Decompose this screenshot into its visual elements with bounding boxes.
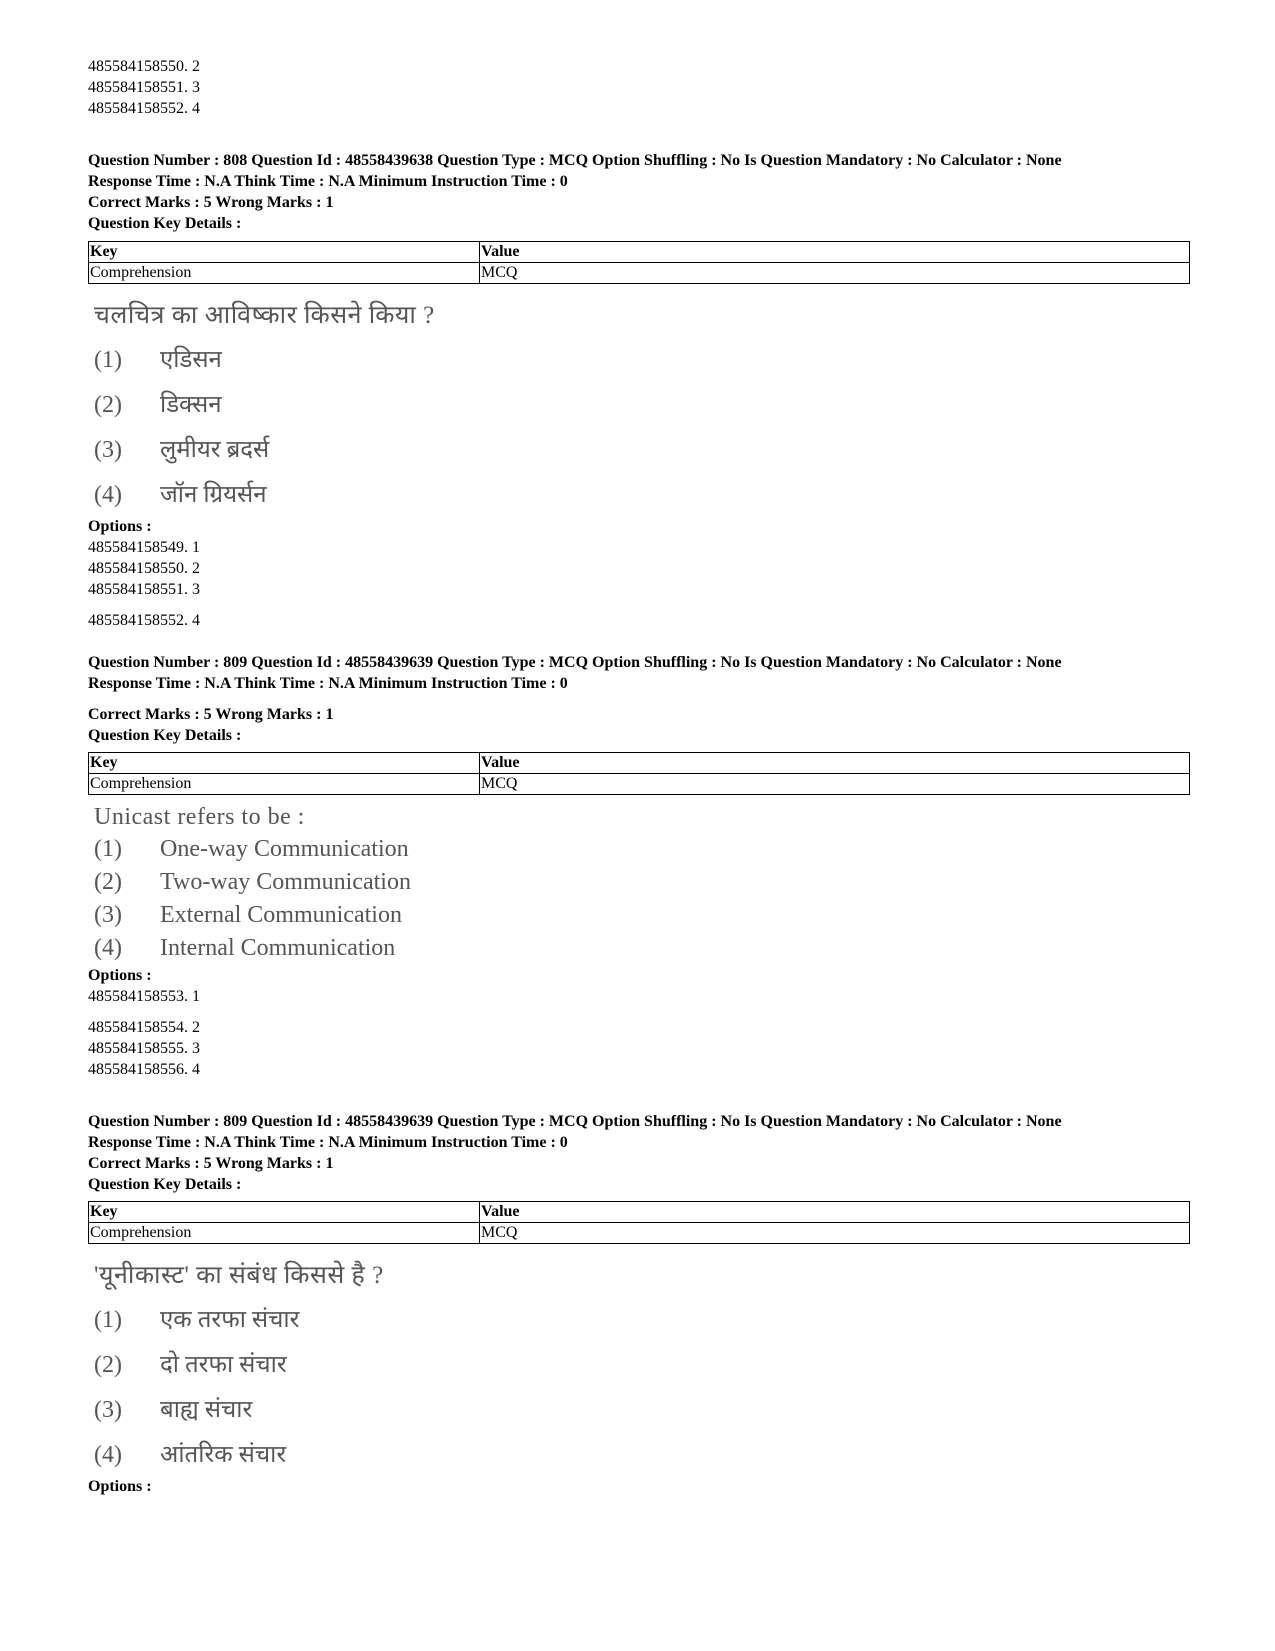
choice-item: [94, 899, 411, 932]
question-image: [94, 801, 411, 965]
key-cell: Comprehension: [89, 263, 480, 284]
choice-number: (2): [94, 1352, 122, 1378]
choice-number: (4): [94, 935, 122, 961]
options-label: Options :: [88, 1478, 152, 1495]
choice-number: (1): [94, 347, 122, 373]
choice-text: One-way Communication: [160, 836, 409, 862]
option-id-line: 485584158555. 3: [88, 1040, 200, 1057]
choice-number: (3): [94, 1397, 122, 1423]
table-row: [89, 242, 1190, 263]
choice-text: Two-way Communication: [160, 869, 411, 895]
choice-text: बाह्य संचार: [160, 1397, 253, 1423]
question-stem: 'यूनीकास्ट' का संबंध किससे है ?: [94, 1262, 384, 1289]
choice-number: (2): [94, 869, 122, 895]
question-marks: Correct Marks : 5 Wrong Marks : 1: [88, 194, 334, 211]
value-cell: MCQ: [480, 263, 1190, 284]
value-header: Value: [480, 1202, 1190, 1223]
choice-text: दो तरफा संचार: [160, 1352, 287, 1378]
question-header: Question Number : 809 Question Id : 48558439639 Question Type : MCQ Option Shuffling : No Is Question Mandatory : No Calculator : None: [88, 654, 1062, 671]
question-key-details-label: Question Key Details :: [88, 727, 242, 744]
option-id-line: 485584158551. 3: [88, 79, 200, 96]
table-row: [89, 753, 1190, 774]
choice-item: [94, 338, 435, 383]
key-cell: Comprehension: [89, 774, 480, 795]
choice-text: डिक्सन: [160, 392, 222, 418]
option-id-line: 485584158550. 2: [88, 560, 200, 577]
option-id-line: 485584158552. 4: [88, 612, 200, 629]
choice-number: (2): [94, 392, 122, 418]
choice-text: लुमीयर ब्रदर्स: [160, 437, 270, 463]
choice-item: [94, 383, 435, 428]
key-header: Key: [89, 753, 480, 774]
question-key-table: [88, 1201, 1190, 1244]
choice-item: [94, 428, 435, 473]
choice-item: [94, 1343, 384, 1388]
choice-number: (4): [94, 1442, 122, 1468]
table-row: [89, 263, 1190, 284]
choice-text: External Communication: [160, 902, 402, 928]
option-id-line: 485584158552. 4: [88, 100, 200, 117]
choice-item: [94, 1388, 384, 1433]
choice-item: [94, 866, 411, 899]
table-row: [89, 1202, 1190, 1223]
option-id-line: 485584158556. 4: [88, 1061, 200, 1078]
choice-number: (4): [94, 482, 122, 508]
question-key-table: [88, 241, 1190, 284]
key-header: Key: [89, 242, 480, 263]
table-row: [89, 774, 1190, 795]
value-cell: MCQ: [480, 1223, 1190, 1244]
value-header: Value: [480, 753, 1190, 774]
choice-text: एक तरफा संचार: [160, 1307, 300, 1333]
question-response-time: Response Time : N.A Think Time : N.A Minimum Instruction Time : 0: [88, 675, 568, 692]
question-stem: चलचित्र का आविष्कार किसने किया ?: [94, 302, 435, 329]
table-row: [89, 1223, 1190, 1244]
question-key-details-label: Question Key Details :: [88, 1176, 242, 1193]
question-key-details-label: Question Key Details :: [88, 215, 242, 232]
choice-item: [94, 833, 411, 866]
option-id-line: 485584158549. 1: [88, 539, 200, 556]
choice-item: [94, 1433, 384, 1478]
question-image: [94, 300, 435, 518]
question-marks: Correct Marks : 5 Wrong Marks : 1: [88, 1155, 334, 1172]
question-key-table: [88, 752, 1190, 795]
option-id-line: 485584158553. 1: [88, 988, 200, 1005]
choice-item: [94, 932, 411, 965]
choice-text: जॉन ग्रियर्सन: [160, 482, 267, 508]
choice-text: आंतरिक संचार: [160, 1442, 287, 1468]
value-cell: MCQ: [480, 774, 1190, 795]
question-stem: Unicast refers to be :: [94, 804, 305, 830]
option-id-line: 485584158554. 2: [88, 1019, 200, 1036]
choice-number: (1): [94, 836, 122, 862]
options-label: Options :: [88, 518, 152, 535]
question-marks: Correct Marks : 5 Wrong Marks : 1: [88, 706, 334, 723]
choice-item: [94, 1298, 384, 1343]
choice-number: (3): [94, 437, 122, 463]
option-id-line: 485584158550. 2: [88, 58, 200, 75]
question-response-time: Response Time : N.A Think Time : N.A Minimum Instruction Time : 0: [88, 173, 568, 190]
question-image: [94, 1260, 384, 1478]
choice-number: (1): [94, 1307, 122, 1333]
question-response-time: Response Time : N.A Think Time : N.A Minimum Instruction Time : 0: [88, 1134, 568, 1151]
option-id-line: 485584158551. 3: [88, 581, 200, 598]
key-cell: Comprehension: [89, 1223, 480, 1244]
key-header: Key: [89, 1202, 480, 1223]
question-header: Question Number : 808 Question Id : 48558439638 Question Type : MCQ Option Shuffling : No Is Question Mandatory : No Calculator : None: [88, 152, 1062, 169]
value-header: Value: [480, 242, 1190, 263]
question-header: Question Number : 809 Question Id : 48558439639 Question Type : MCQ Option Shuffling : No Is Question Mandatory : No Calculator : None: [88, 1113, 1062, 1130]
choice-item: [94, 473, 435, 518]
options-label: Options :: [88, 967, 152, 984]
choice-number: (3): [94, 902, 122, 928]
choice-text: एडिसन: [160, 347, 222, 373]
choice-text: Internal Communication: [160, 935, 396, 961]
